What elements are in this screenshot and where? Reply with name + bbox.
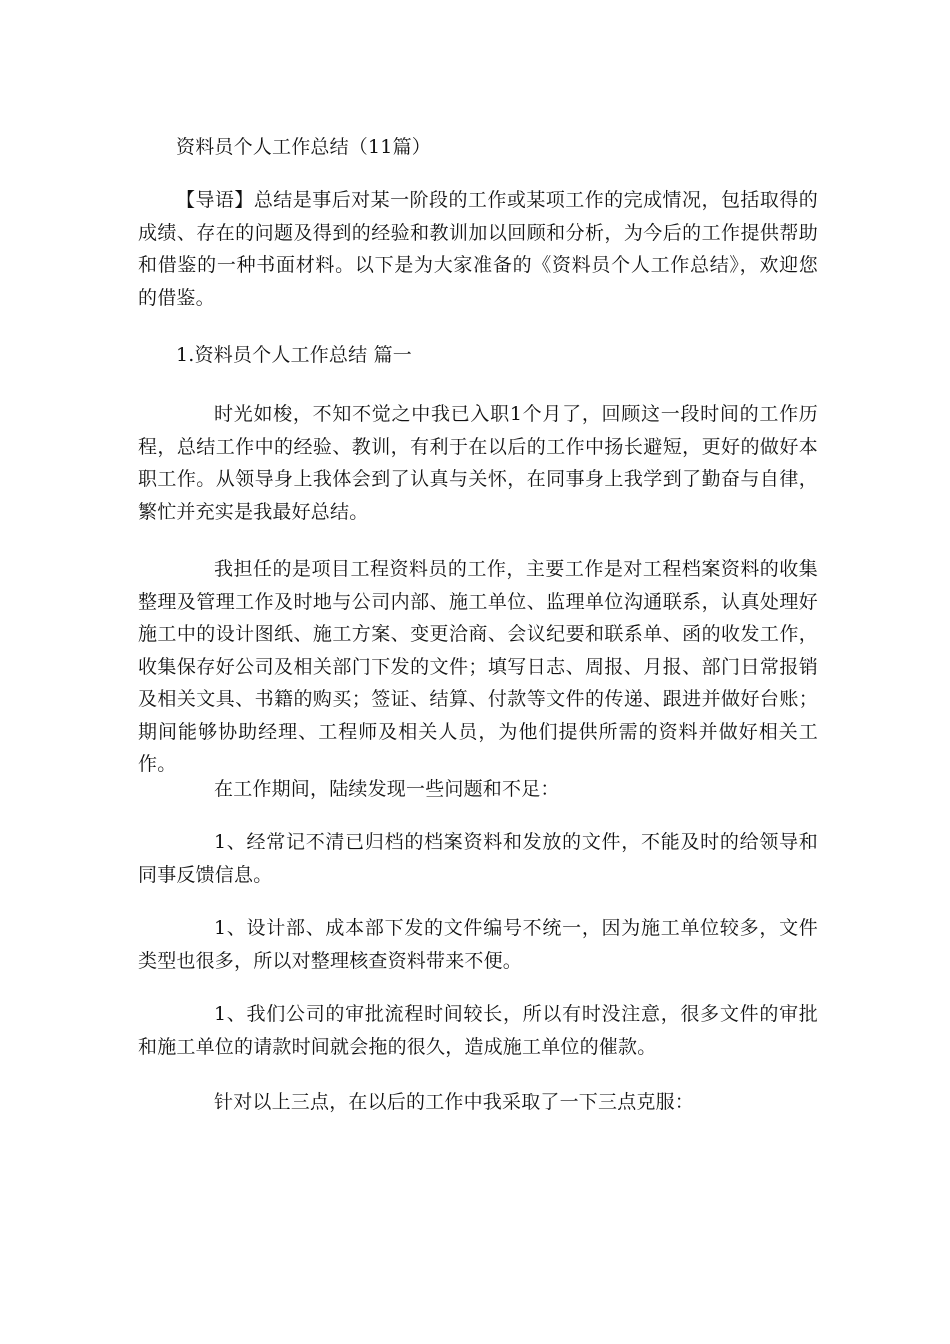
- body-paragraph: 时光如梭，不知不觉之中我已入职1个月了，回顾这一段时间的工作历程，总结工作中的经验、教训，有利于在以后的工作中扬长避短，更好的做好本职工作。从领导身上我体会到了认真与关怀，在同事身上我学到了勤奋与自律，繁忙并充实是我最好总结。: [138, 403, 818, 523]
- body-paragraph: 针对以上三点，在以后的工作中我采取了一下三点克服：: [214, 1091, 695, 1113]
- problem-item: 1、经常记不清已归档的档案资料和发放的文件，不能及时的给领导和同事反馈信息。: [138, 831, 818, 886]
- document-title: 资料员个人工作总结（11篇）: [176, 136, 431, 158]
- problem-item: 1、我们公司的审批流程时间较长，所以有时没注意，很多文件的审批和施工单位的请款时间就会拖的很久，造成施工单位的催款。: [138, 1003, 818, 1058]
- body-paragraph: 我担任的是项目工程资料员的工作，主要工作是对工程档案资料的收集整理及管理工作及时地与公司内部、施工单位、监理单位沟通联系，认真处理好施工中的设计图纸、施工方案、变更洽商、会议纪要和联系单、函的收发工作，收集保存好公司及相关部门下发的文件；填写日志、周报、月报、部门日常报销及相关文具、书籍的购买；签证、结算、付款等文件的传递、跟进并做好台账；期间能够协助经理、工程师及相关人员，为他们提供所需的资料并做好相关工作。: [138, 558, 818, 775]
- problem-item: 1、设计部、成本部下发的文件编号不统一，因为施工单位较多，文件类型也很多，所以对整理核查资料带来不便。: [138, 917, 818, 972]
- section-heading: 1.资料员个人工作总结 篇一: [176, 344, 412, 366]
- intro-paragraph: 【导语】总结是事后对某一阶段的工作或某项工作的完成情况，包括取得的成绩、存在的问题及得到的经验和教训加以回顾和分析，为今后的工作提供帮助和借鉴的一种书面材料。以下是为大家准备的《资料员个人工作总结》，欢迎您的借鉴。: [138, 189, 818, 309]
- body-paragraph: 在工作期间，陆续发现一些问题和不足：: [214, 778, 560, 800]
